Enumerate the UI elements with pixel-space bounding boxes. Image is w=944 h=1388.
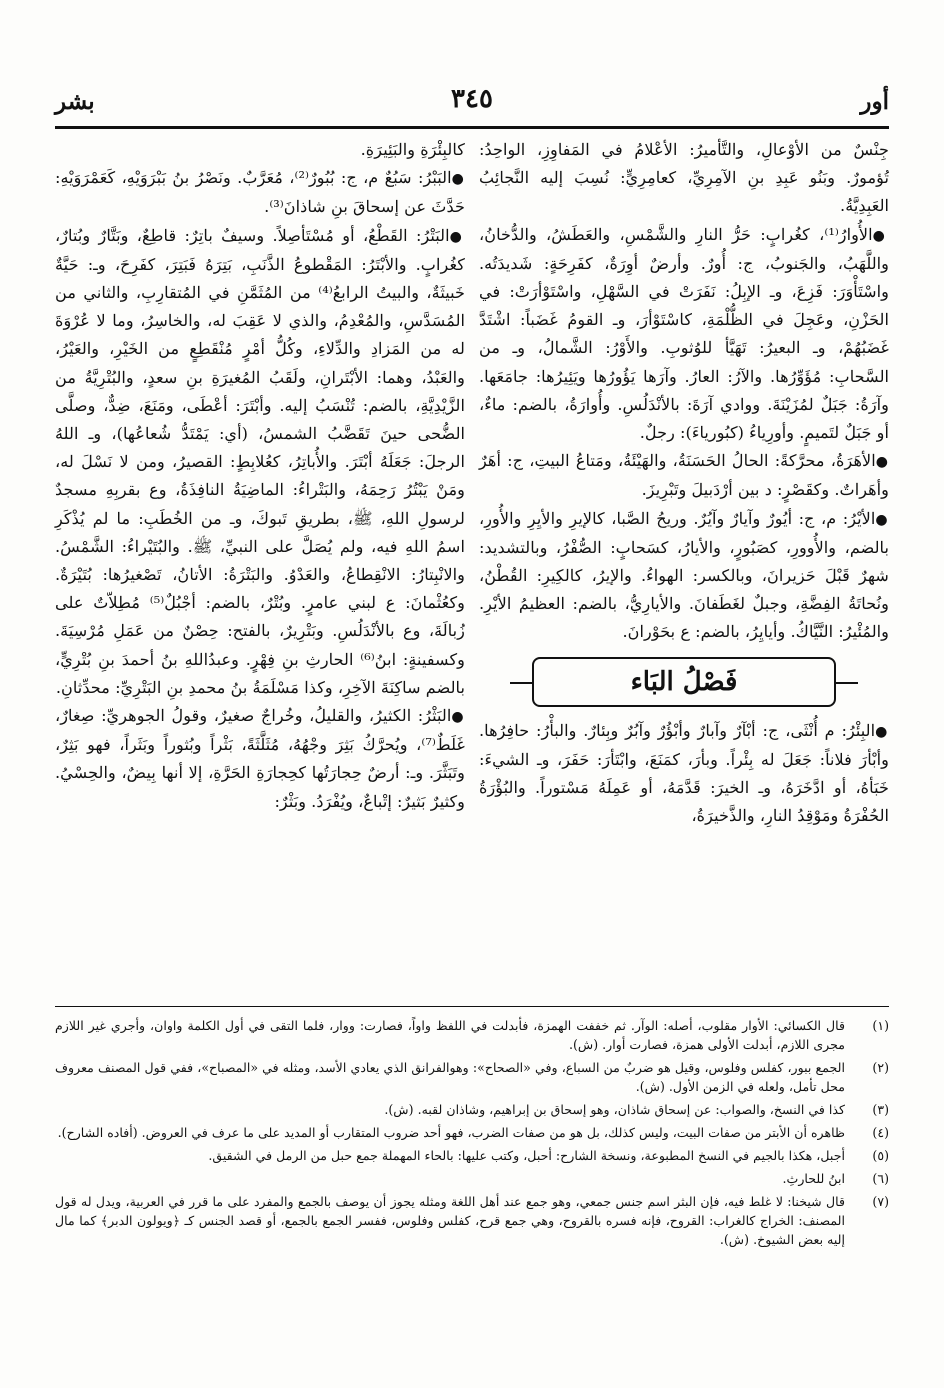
header-right-word: أور [860,88,889,115]
footnotes [55,1016,889,1253]
page-header [55,84,889,124]
page-number: ٣٤٥ [451,84,493,114]
footnote-number: (٧) [872,1194,889,1209]
entry-paragraph: ●البِئْرُ: م أُنْثَى، ج: أبْآرٌ وآبارٌ وأبْؤُرٌ وآبُرٌ وبِئارٌ. والبأْرُ: حافِرُها. وأبْأرَ فلاناً: جَعَلَ له بِئْراً. وبأرَ، كمَنَعَ، وابْتَأرَ: حَفَرَ، وـ الشيءَ: خَبَأهُ، أو ادَّخَرَهُ، وـ الخيرَ: قَدَّمَهُ، أو عَمِلَهُ مَسْتوراً. والبُؤْرَةُ الحُفْرَةُ ومَوْقِدُ النارِ، والذَّخيرَةُ، [479,720,889,826]
entry-bullet-icon: ● [451,709,465,726]
footnote-text: ظاهره أن الأبتر من صفات البيت، وليس كذلك، بل هو من صفات الضرب، فهو أحد ضروب المتقارب أو المديد على ما عرف في العروض. (أفاده الشارح). [57,1125,845,1140]
entry-bullet-icon: ● [451,171,465,188]
footnote [55,1100,889,1119]
footnote-text: ابنُ للحارثِ. [782,1171,845,1186]
entry-paragraph: ●البَبْرُ: سَبُعٌ م، ج: بُبُورٌ⁽²⁾، مُعَرَّبٌ. ونَصْرُ بنُ بَبْرَوَيْهِ، كَعَمْرَوَيْهِ: حَدَّثَ عن إسحاقَ بنِ شاذانَ⁽³⁾. [55,168,465,217]
footnote [55,1146,889,1165]
section-heading: فَصْلُ البَاء [532,657,836,707]
entry-bullet-icon: ● [449,228,465,245]
entry-bullet-icon: ● [872,227,889,244]
footnote-number: (٤) [872,1125,889,1140]
footnote [55,1016,889,1054]
footnote-number: (٣) [872,1102,889,1117]
footnote-text: قال الكسائي: الأوار مقلوب، أصله: الوآر. ثم خففت الهمزة، فأبدلت في اللفظ واواً، فصارت: ووار، فلما التقى في أول الكلمة واوان، وأجري غير اللازم مجرى اللازم، أبدلت الأولى همزة، فصارت أوار. (ش). [55,1018,845,1052]
right-column [479,136,889,830]
footnote-number: (٢) [872,1060,889,1075]
header-left-word: بشر [55,88,95,115]
entry-bullet-icon: ● [875,511,889,528]
footnote-text: الجمع ببور، كفلس وفلوس، وقيل هو ضربٌ من السباع، وفي «الصحاح»: وهوالفرانق الذي يعادي الأسد، ومثله في «المصباح»، ففي قول المصنف معروف محل تأمل، ولعله في الزمن الأول. (ش). [55,1060,845,1094]
footnote-text: قال شيخنا: لا غلط فيه، فإن البثر اسم جنس جمعي، وهو جمع عند أهل اللغة ومثله يجوز أن يوصف بالجمع والمفرد على ما قرر في العربية، ويدل له قول المصنف: الخراج كالغراب: القروح، فإنه فسره بالقروح، وهي جمع قرح، كفلس وفلوس، ففسر الجمع بالجمع، أو قصد الجنس كـ ﴿ويولون الدبر﴾ كما مال إليه بعض الشيوخ. (ش). [55,1194,845,1247]
header-rule [55,126,889,129]
entry-bullet-icon: ● [875,454,890,471]
entry-paragraph: كالبِئْرَةِ والبَئِيرَةِ. [360,140,465,159]
footnote-number: (١) [872,1018,889,1033]
footnote-text: كذا في النسخ، والصواب: عن إسحاق شاذان، وهو إسحاق بن إبراهيم، وشاذان لقبه. (ش). [384,1102,845,1117]
left-column [55,136,465,816]
footnote [55,1123,889,1142]
footnote [55,1192,889,1249]
footnote [55,1169,889,1188]
entry-paragraph: ●الأُوارُ⁽¹⁾، كغُرابٍ: حَرُّ النارِ والشَّمْسِ، والعَطَشُ، والدُّخانُ، واللَّهَبُ، والجَنوبُ، ج: أُورٌ. وأرضٌ أوِرَةٌ، كفَرِحَةٍ: شَديدَتُه. واسْتَأْوَرَ: فَزِعَ، وـ الإبِلُ: نَفَرَتْ في السَّهْلِ، واسْتَوْأرَتْ: في الحَزْنِ، وعَجِلَ في الظُّلْمَةِ، كاسْتَوْأرَ، وـ القومُ غَضَباً: اشْتَدَّ غَضَبُهُمْ، وـ البعيرُ: تَهَيَّأ للوُثوبِ. والأَوْرُ: الشَّمالُ، وـ من السَّحابِ: مُؤَوِّرُها. والآرُ: العارُ. وآرَها يَؤُورُها ويَئِيرُها: جامَعَها. وآرَةُ: جَبَلٌ لمُزَيْنَةَ. ووادي آرَةَ: بالأنْدَلُسِ. وأُوارَةُ، بالضم: ماءٌ، أو جَبَلٌ لتَميمٍ. وأورِياءُ (كبُورياءَ): رجلٌ. [479,224,889,443]
footnote-rule [55,1006,889,1007]
footnote-text: أجبل، هكذا بالجيم في النسخ المطبوعة، ونسخة الشارح: أحبل، وكتب عليها: بالحاء المهملة جمع حبل من الرمل في الشقيق. [208,1148,845,1163]
footnote [55,1058,889,1096]
entry-paragraph: ●البَتْرُ: القَطْعُ، أو مُسْتَأصِلاً. وسيفٌ باتِرٌ: قاطِعٌ، وبَتَّارٌ وبُتارٌ، كغُرابٍ. والأبْتَرُ: المَقْطوعُ الذَّنَبِ، بَتِرَهُ فَبَتِرَ، كفَرِحَ، وـ: حَيَّةٌ خَبيثَةٌ، والبيتُ الرابعُ⁽⁴⁾ من المُثَمَّنِ في المُتقارِبِ، والثاني من المُسَدَّسِ، والمُعْدِمُ، والذي لا عَقِبَ له، والخاسِرُ، وما لا عُرْوَةَ له من المَزادِ والدِّلاءِ، وكُلُّ أمْرٍ مُنْقَطِعٍ من الخَيْرِ، والعَيْرُ، والعَبْدُ، وهما: الأبْتَرانِ، ولَقَبُ المُغيرَةِ بنِ سعدٍ، والبُتْرِيَّةُ من الزَّيْدِيَّةِ، بالضم: تُنْسَبُ إليه. وأبْتَرَ: أعْطَى، ومَنَعَ، ضِدٌّ، وصلَّى الضُّحى حينَ تَقَضَّبُ الشمسُ، (أي: يَمْتَدُّ شُعاعُها)، وـ اللهُ الرجلَ: جَعَلَهُ أبْتَرَ. والأُباتِرُ، كعُلابِطٍ: القصيرُ، ومن لا نَسْلَ له، ومَنْ يَبْتُرُ رَحِمَهُ، والبَتْراءُ: الماضِيَةُ النافِذَةُ، وع بقربِهِ مسجدٌ لرسولِ اللهِ، ﷺ، بطريقِ تَبوكَ، وـ من الخُطَبِ: ما لم يُذْكَرِ اسمُ اللهِ فيه، ولم يُصَلَّ على النبيِّ، ﷺ. والبُتَيْراءُ: الشَّمْسُ. والانْبِتارُ: الانْقِطاعُ، والعَدْوُ. والبَتْرَةُ: الأتانُ، تَصْغيرُها: بُتَيْرَةٌ. وكعُثْمانَ: ع لبني عامرٍ. وبُتْرٌ، بالضم: أجْبُلٌ⁽⁵⁾ مُطِلاّتٌ على زُبالَةَ، وع بالأنْدَلُسِ. وبَتْرِيرٌ، بالفتح: حِصْنٌ من عَمَلِ مُرْسِيَةَ. وكسفينةٍ: ابنُ⁽⁶⁾ الحارثِ بنِ فِهْرٍ. وعبدُاللهِ بنُ أحمدَ بنِ بُتْرِيٍّ، بالضم ساكِنَةَ الآخِرِ، وكذا مَسْلَمَةُ بنُ محمدِ بنِ البَتْرِيِّ: محدِّثانِ. [55,225,465,697]
entry-paragraph: ●الأيْرُ: م، ج: أيُورٌ وآيارٌ وآيُرٌ. وريحُ الصَّبا، كالإيرِ والأيِرِ والأُورِ، بالضم، والأُوورِ، كصَبُورٍ، والأيارُ، كسَحابٍ: الصُّفْرُ، وبالتشديد: شهرٌ قَبْلَ حَزيرانَ، وبالكسر: الهواءُ. والإيرُ، كالكِيرِ: القُطْنُ، ونُحاتَةُ الفِضَّةِ، وجبلٌ لغَطَفانَ. والأيارِيُّ، بالضم: العظيمُ الأيْرِ. والمُئْيرُ: النَّيَّاكُ. وأيايِرُ، بالضم: ع بحَوْرانَ. [479,508,889,642]
footnote-number: (٥) [872,1148,889,1163]
entry-paragraph: ●البَثْرُ: الكثيرُ، والقليلُ، وخُراجٌ صغيرٌ، وقولُ الجوهريِّ: صِغارٌ، غَلَطٌ⁽⁷⁾، ويُحرَّكُ بَثِرَ وجْهُهُ، مُثَلَّثَةً، بَثْراً وبُثوراً وبَثَراً، فهو بَثِرٌ، وتَبَثَّرَ. وـ: أرضٌ حِجارَتُها كحِجارَةِ الحَرَّةِ، إلا أنها بِيضٌ، والحِسْيُ. وكثيرٌ بَثيرٌ: إتْباعٌ، ويُفْرَدُ. وبَثْرٌ: [55,706,465,811]
footnote-number: (٦) [872,1171,889,1186]
entry-paragraph: جِنْسٌ من الأوْعالِ، والتَّأميرُ: الأعْلامُ في المَفاوِزِ، الواحِدُ: تُؤمورٌ. وبَنُو عَبِدِ بنِ الآمِرِيِّ، كعامِرِيٍّ: نُسِبَ إليه النَّجائِبُ العَبِدِيَّةُ. [479,140,889,216]
entry-paragraph: ●الأهَرَةُ، محرَّكةً: الحالُ الحَسَنَةُ، والهَيْئَةُ، ومَتاعُ البيتِ، ج: أهَرٌ وأهَراتٌ. وكقَصْرٍ: د بين أرْدَبيلَ وتَبْرِيزَ. [479,451,890,500]
entry-bullet-icon: ● [875,723,889,740]
